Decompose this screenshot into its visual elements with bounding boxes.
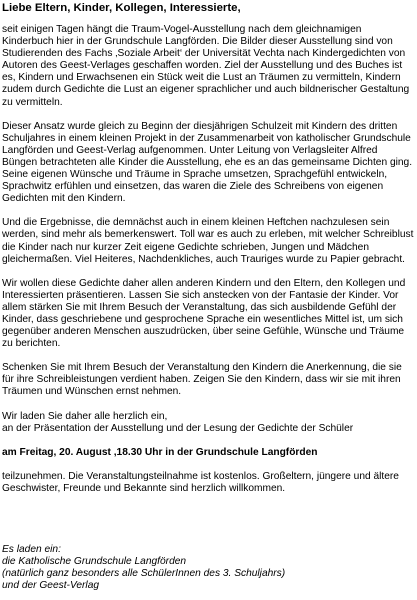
- closing-signature: [2, 544, 415, 592]
- paragraph-project: Dieser Ansatz wurde gleich zu Beginn der diesjährigen Schulzeit mit Kindern des dritten Schuljahres in einem kleinen Projekt in der Zusammenarbeit von katholischer Grundschule Langförden und Geest-Verlag aufgenommen. Unter Leitung von Verlagsleiter Alfred Büngen betrachteten alle Kinder die Ausstellung, ehe es an das gemeinsame Dichten ging. Seine eigenen Wünsche und Träume in Sprache umsetzen, Sprachgefühl entwickeln, Sprachwitz erfühlen und einsetzen, das waren die Ziele des Schreibens von eigenen Gedichten mit den Kindern.: [2, 120, 413, 205]
- paragraph-intro: seit einigen Tagen hängt die Traum-Vogel-Ausstellung nach dem gleichnamigen Kinderbuch hier in der Grundschule Langförden. Die Bilder dieser Ausstellung sind von Studierenden des Fachs ‚Soziale Arbeit‘ der Universität Vechta nach Kindergedichten von Autoren des Geest-Verlages geschaffen worden. Ziel der Ausstellung und des Buches ist es, Kindern und Erwachsenen ein Stück weit die Lust an Träumen zu vermitteln, Kindern zudem durch Gedichte die Lust an eigener sprachlicher und auch bildnerischer Gestaltung zu vermitteln.: [2, 24, 410, 108]
- invitation-line: Wir laden Sie daher alle herzlich ein,: [2, 410, 168, 422]
- paragraph-recognition: Schenken Sie mit Ihrem Besuch der Veranstaltung den Kindern die Anerkennung, die sie für ihre Schreibleistungen verdient haben. Zeigen Sie den Kindern, dass wir sie mit ihren Träumen und Wünschen ernst nehmen.: [2, 362, 402, 398]
- event-date: am Freitag, 20. August ,18.30 Uhr in der Grundschule Langförden: [2, 446, 318, 458]
- paragraph-results: Und die Ergebnisse, die demnächst auch in einem kleinen Heftchen nachzulesen sein werden, sind mehr als bemerkenswert. Toll war es auch zu erleben, mit welcher Schreiblust die Kinder nach nur kurzer Zeit eigene Gedichte schrieben, Jungen und Mädchen gleichermaßen. Viel Heiteres, Nachdenkliches, auch Trauriges wurde zu Papier gebracht.: [2, 217, 414, 265]
- closing-line: (natürlich ganz besonders alle SchülerInnen des 3. Schuljahrs): [2, 568, 286, 580]
- letter-title: Liebe Eltern, Kinder, Kollegen, Interessierte,: [2, 2, 241, 14]
- closing-line: Es laden ein:: [2, 544, 61, 555]
- invitation-line: an der Präsentation der Ausstellung und der Lesung der Gedichte der Schüler: [2, 422, 354, 434]
- paragraph-participation: teilzunehmen. Die Veranstaltungsteilnahme ist kostenlos. Großeltern, jüngere und ältere Geschwister, Freunde und Bekannte sind herzlich willkommen.: [2, 470, 399, 494]
- invitation-block: [2, 411, 415, 435]
- closing-line: und der Geest-Verlag: [2, 580, 100, 592]
- closing-line: die Katholische Grundschule Langförden: [2, 556, 187, 568]
- paragraph-presentation: Wir wollen diese Gedichte daher allen anderen Kindern und den Eltern, den Kollegen und Interessierten präsentieren. Lassen Sie sich anstecken von der Fantasie der Kinder. Vor allem stärken Sie mit Ihrem Besuch der Veranstaltung, das sich ausbildende Gefühl der Kinder, dass geschriebene und gesprochene Sprache ein wesentliches Mittel ist, um sich gegenüber anderen Menschen auszudrücken, über seine Gefühle, Wünsche und Träume zu berichten.: [2, 277, 406, 350]
